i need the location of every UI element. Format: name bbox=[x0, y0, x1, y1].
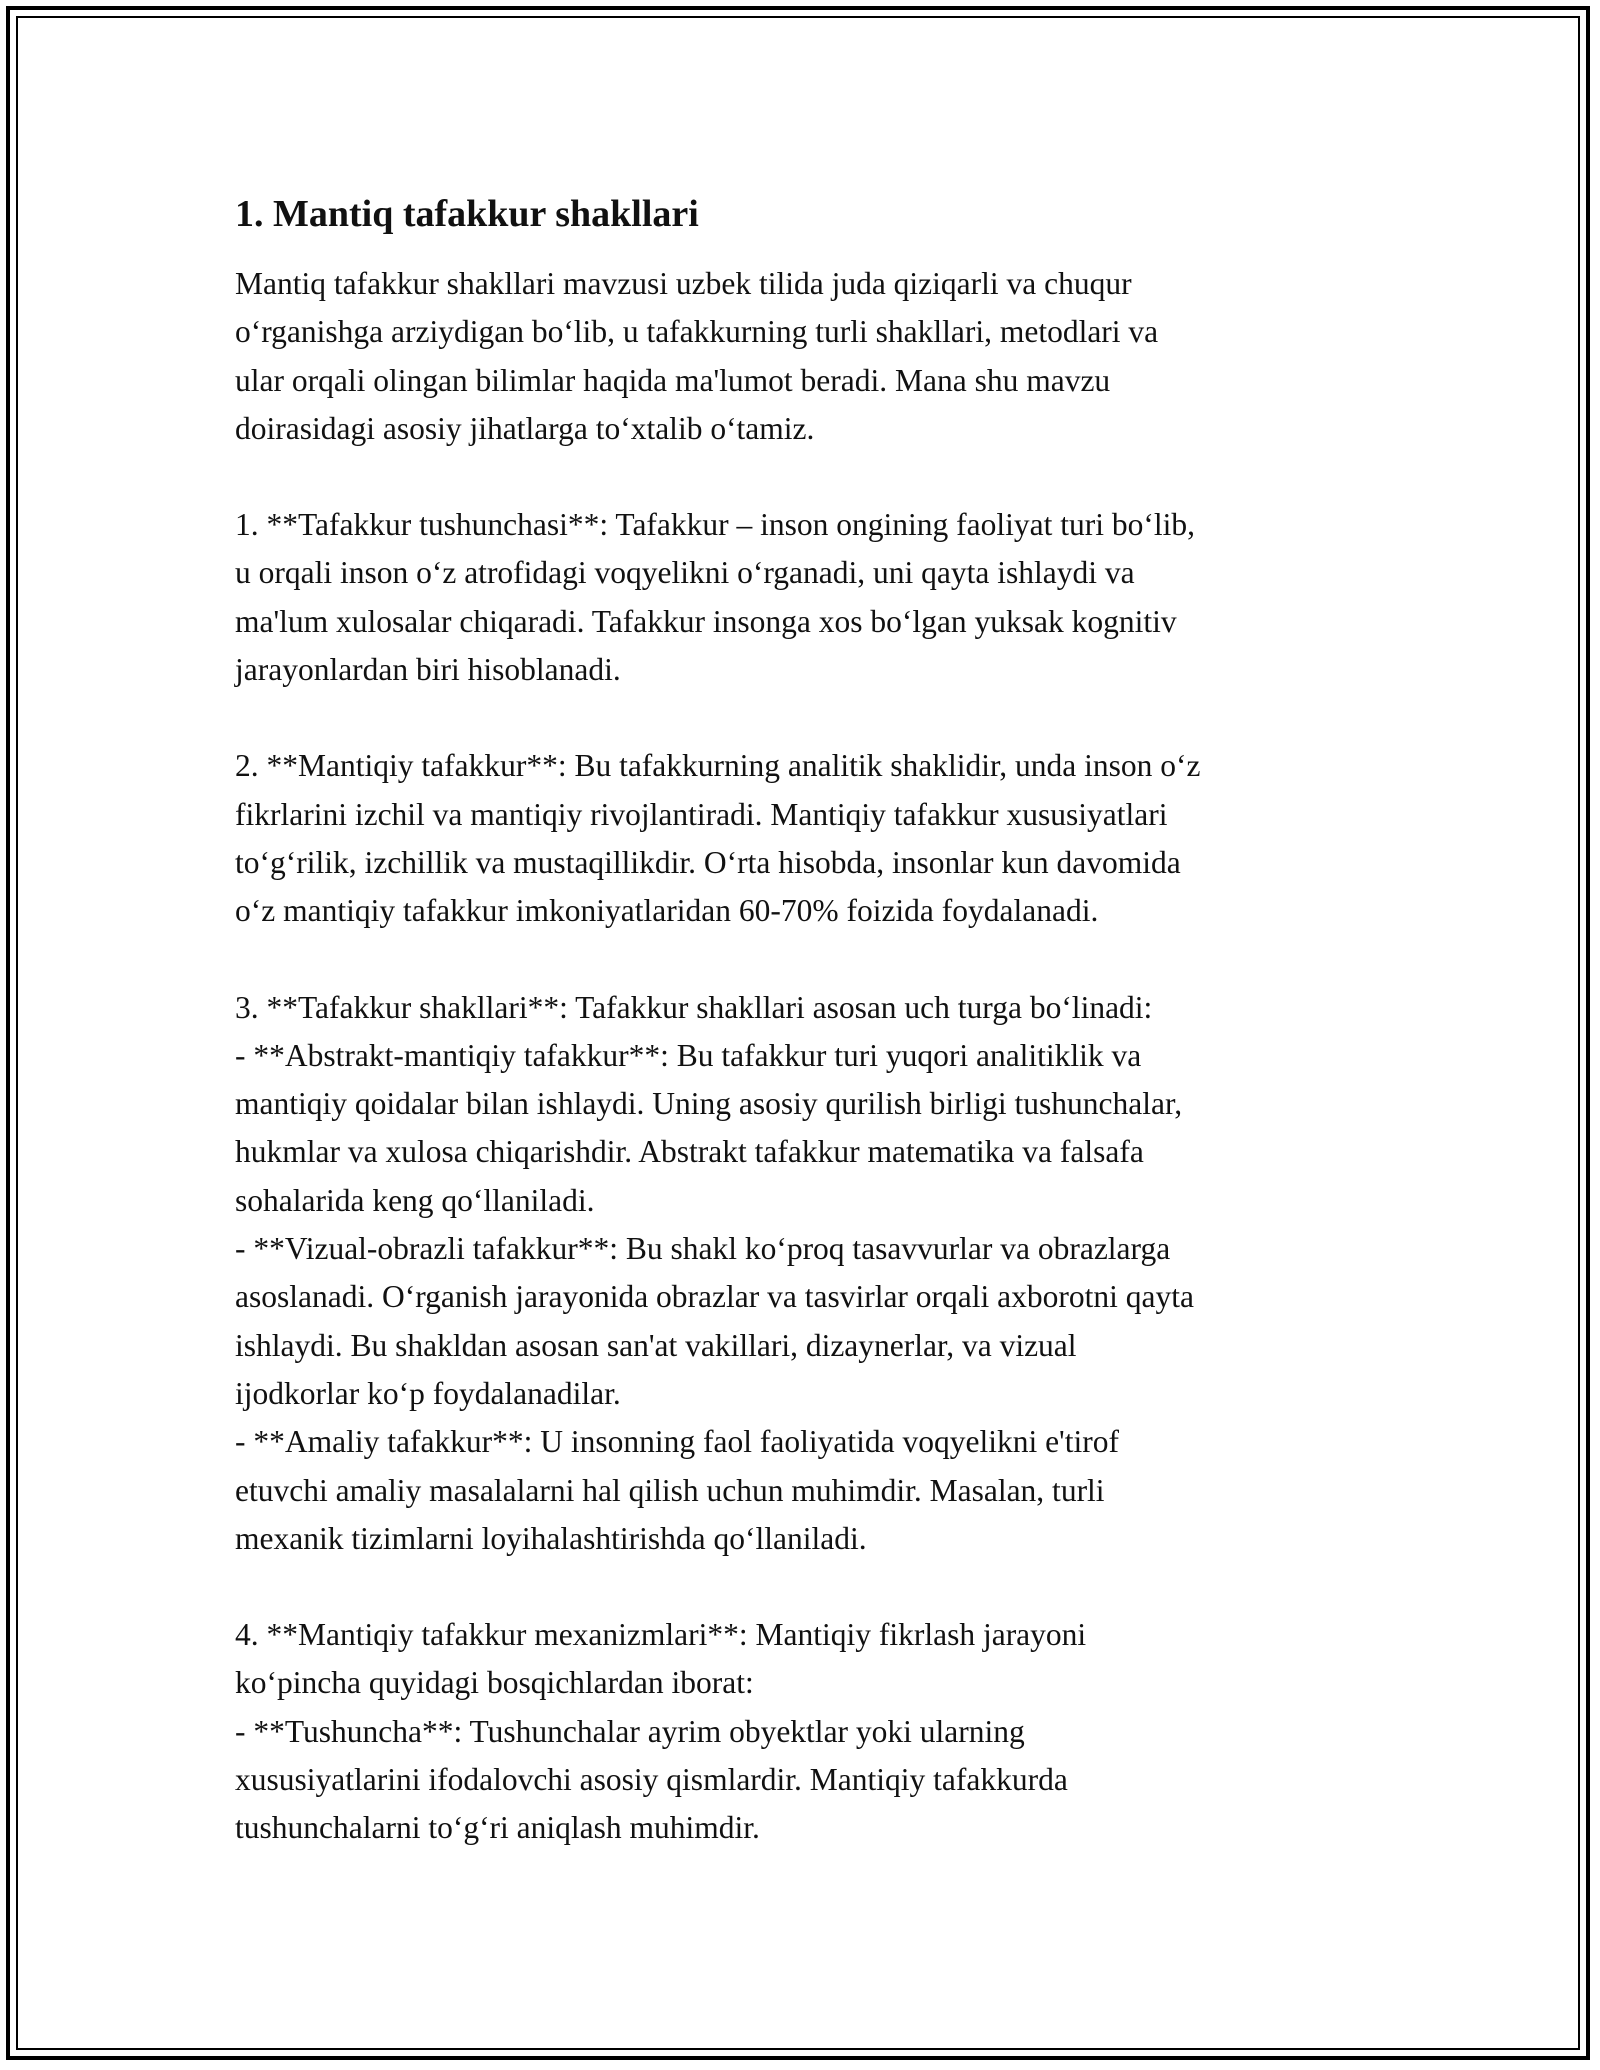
paragraph-tafakkur-shakllari: 3. **Tafakkur shakllari**: Tafakkur shakllari asosan uch turga bo‘linadi: - **Abstrakt-mantiqiy tafakkur**: Bu tafakkur turi yuqori analitiklik va mantiqiy qoidalar bilan ishlaydi. Uning asosiy qurilish birligi tushunchalar, hukmlar va xulosa chiqarishdir. Abstrakt tafakkur matematika va falsafa sohalarida keng qo‘llaniladi. - **Vizual-obrazli tafakkur**: Bu shakl ko‘proq tasavvurlar va obrazlarga asoslanadi. O‘rganish jarayonida obrazlar va tasvirlar orqali axborotni qayta ishlaydi. Bu shakldan asosan san'at vakillari, dizaynerlar, va vizual ijodkorlar ko‘p foydalanadilar. - **Amaliy tafakkur**: U insonning faol faoliyatida voqyelikni e'tirof etuvchi amaliy masalalarni hal qilish uchun muhimdir. Masalan, turli mexanik tizimlarni loyihalashtirishda qo‘llaniladi. bbox=[235, 989, 1194, 1556]
document-body bbox=[235, 190, 1415, 1853]
paragraph-mantiqiy-tafakkur-mexanizmlari: 4. **Mantiqiy tafakkur mexanizmlari**: Mantiqiy fikrlash jarayoni ko‘pincha quyidagi bosqichlardan iborat: - **Tushuncha**: Tushunchalar ayrim obyektlar yoki ularning xususiyatlarini ifodalovchi asosiy qismlardir. Mantiqiy tafakkurda tushunchalarni to‘g‘ri aniqlash muhimdir. bbox=[235, 1617, 1087, 1846]
document-heading: 1. Mantiq tafakkur shakllari bbox=[235, 193, 699, 235]
paragraph-mantiqiy-tafakkur: 2. **Mantiqiy tafakkur**: Bu tafakkurning analitik shaklidir, unda inson o‘z fikrlarini izchil va mantiqiy rivojlantiradi. Mantiqiy tafakkur xususiyatlari to‘g‘rilik, izchillik va mustaqillikdir. O‘rta hisobda, insonlar kun davomida o‘z mantiqiy tafakkur imkoniyatlaridan 60-70% foizida foydalanadi. bbox=[235, 748, 1201, 929]
intro-paragraph: Mantiq tafakkur shakllari mavzusi uzbek tilida juda qiziqarli va chuqur o‘rganishga arziydigan bo‘lib, u tafakkurning turli shakllari, metodlari va ular orqali olingan bilimlar haqida ma'lumot beradi. Mana shu mavzu doirasidagi asosiy jihatlarga to‘xtalib o‘tamiz. bbox=[235, 266, 1159, 446]
paragraph-tafakkur-tushunchasi: 1. **Tafakkur tushunchasi**: Tafakkur – inson ongining faoliyat turi bo‘lib, u orqali inson o‘z atrofidagi voqyelikni o‘rganadi, uni qayta ishlaydi va ma'lum xulosalar chiqaradi. Tafakkur insonga xos bo‘lgan yuksak kognitiv jarayonlardan biri hisoblanadi. bbox=[235, 507, 1195, 688]
